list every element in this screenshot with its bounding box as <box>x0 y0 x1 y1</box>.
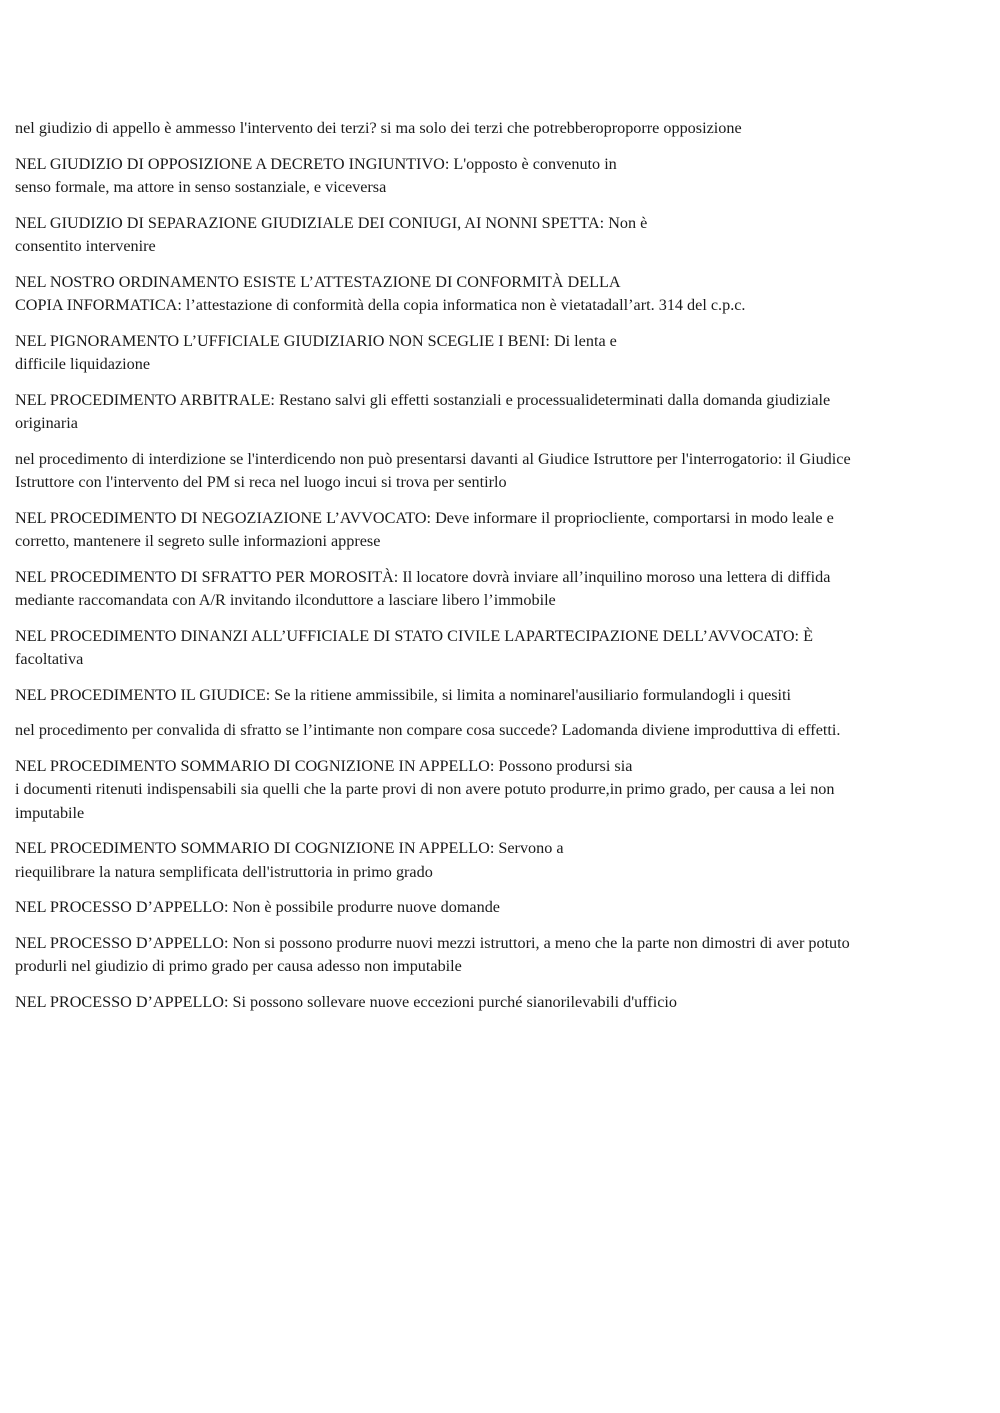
entry-line: nel procedimento di interdizione se l'interdicendo non può presentarsi davanti al Giudice Istruttore per l'interrogatorio: il Giudice <box>15 449 851 468</box>
qa-entry <box>15 566 985 613</box>
entry-line: difficile liquidazione <box>15 355 151 373</box>
entry-line: NEL PROCEDIMENTO IL GIUDICE: Se la ritiene ammissibile, si limita a nominarel'ausiliario formulandogli i quesiti <box>15 685 792 704</box>
qa-entry <box>15 389 985 436</box>
qa-entry <box>15 507 985 554</box>
entry-line: NEL PROCEDIMENTO DI NEGOZIAZIONE L’AVVOCATO: Deve informare il propriocliente, comportarsi in modo leale e <box>15 508 834 527</box>
qa-entry <box>15 212 985 259</box>
entry-line: NEL PROCEDIMENTO DINANZI ALL’UFFICIALE DI STATO CIVILE LAPARTECIPAZIONE DELL’AVVOCATO: È <box>15 626 813 645</box>
entry-line: riequilibrare la natura semplificata dell'istruttoria in primo grado <box>15 862 433 881</box>
entry-line: senso formale, ma attore in senso sostanziale, e viceversa <box>15 178 387 196</box>
entry-line: imputabile <box>15 803 85 822</box>
qa-entry <box>15 755 985 826</box>
entry-line: NEL PROCESSO D’APPELLO: Si possono sollevare nuove eccezioni purché sianorilevabili d'ufficio <box>15 992 678 1011</box>
qa-entry <box>15 153 985 200</box>
entry-line: facoltativa <box>15 650 84 668</box>
entry-line: corretto, mantenere il segreto sulle informazioni apprese <box>15 532 381 550</box>
entry-line: NEL GIUDIZIO DI SEPARAZIONE GIUDIZIALE DEI CONIUGI, AI NONNI SPETTA: Non è <box>15 213 648 232</box>
entry-line: nel procedimento per convalida di sfratto se l’intimante non compare cosa succede? Ladomanda diviene improduttiva di effetti. <box>15 721 841 739</box>
entry-line: COPIA INFORMATICA: l’attestazione di conformità della copia informatica non è vietatadall’art. 314 del c.p.c. <box>15 296 746 314</box>
qa-entry <box>15 625 985 672</box>
qa-entry <box>15 117 985 141</box>
entry-line: NEL PIGNORAMENTO L’UFFICIALE GIUDIZIARIO NON SCEGLIE I BENI: Di lenta e <box>15 331 617 350</box>
entry-line: NEL GIUDIZIO DI OPPOSIZIONE A DECRETO INGIUNTIVO: L'opposto è convenuto in <box>15 154 617 173</box>
entry-line: produrli nel giudizio di primo grado per causa adesso non imputabile <box>15 957 462 975</box>
entry-line: NEL NOSTRO ORDINAMENTO ESISTE L’ATTESTAZIONE DI CONFORMITÀ DELLA <box>15 272 621 291</box>
entry-line: NEL PROCEDIMENTO SOMMARIO DI COGNIZIONE IN APPELLO: Possono prodursi sia <box>15 756 633 775</box>
qa-entry <box>15 932 985 979</box>
qa-entry <box>15 896 985 920</box>
entry-line: Istruttore con l'intervento del PM si reca nel luogo incui si trova per sentirlo <box>15 473 507 491</box>
qa-entry <box>15 684 985 708</box>
entry-line: mediante raccomandata con A/R invitando ilconduttore a lasciare libero l’immobile <box>15 591 556 609</box>
document-page <box>15 117 985 1026</box>
qa-entry <box>15 991 985 1015</box>
entry-line: NEL PROCESSO D’APPELLO: Non è possibile produrre nuove domande <box>15 898 500 916</box>
entry-line: originaria <box>15 414 78 432</box>
entry-line: nel giudizio di appello è ammesso l'intervento dei terzi? si ma solo dei terzi che potrebberoproporre opposizione <box>15 119 742 137</box>
entry-line: NEL PROCEDIMENTO ARBITRALE: Restano salvi gli effetti sostanziali e processualideterminati dalla domanda giudiziale <box>15 390 831 409</box>
entry-line: consentito intervenire <box>15 237 156 255</box>
qa-entry <box>15 719 985 743</box>
entry-line: i documenti ritenuti indispensabili sia quelli che la parte provi di non avere potuto produrre,in primo grado, per causa a lei non <box>15 780 835 798</box>
entry-line: NEL PROCESSO D’APPELLO: Non si possono produrre nuovi mezzi istruttori, a meno che la parte non dimostri di aver potuto <box>15 933 850 952</box>
entry-line: NEL PROCEDIMENTO SOMMARIO DI COGNIZIONE IN APPELLO: Servono a <box>15 839 564 857</box>
entry-line: NEL PROCEDIMENTO DI SFRATTO PER MOROSITÀ: Il locatore dovrà inviare all’inquilino moroso una lettera di diffida <box>15 567 831 586</box>
qa-entry <box>15 271 985 318</box>
qa-entry <box>15 837 985 884</box>
qa-entry <box>15 448 985 495</box>
qa-entry <box>15 330 985 377</box>
